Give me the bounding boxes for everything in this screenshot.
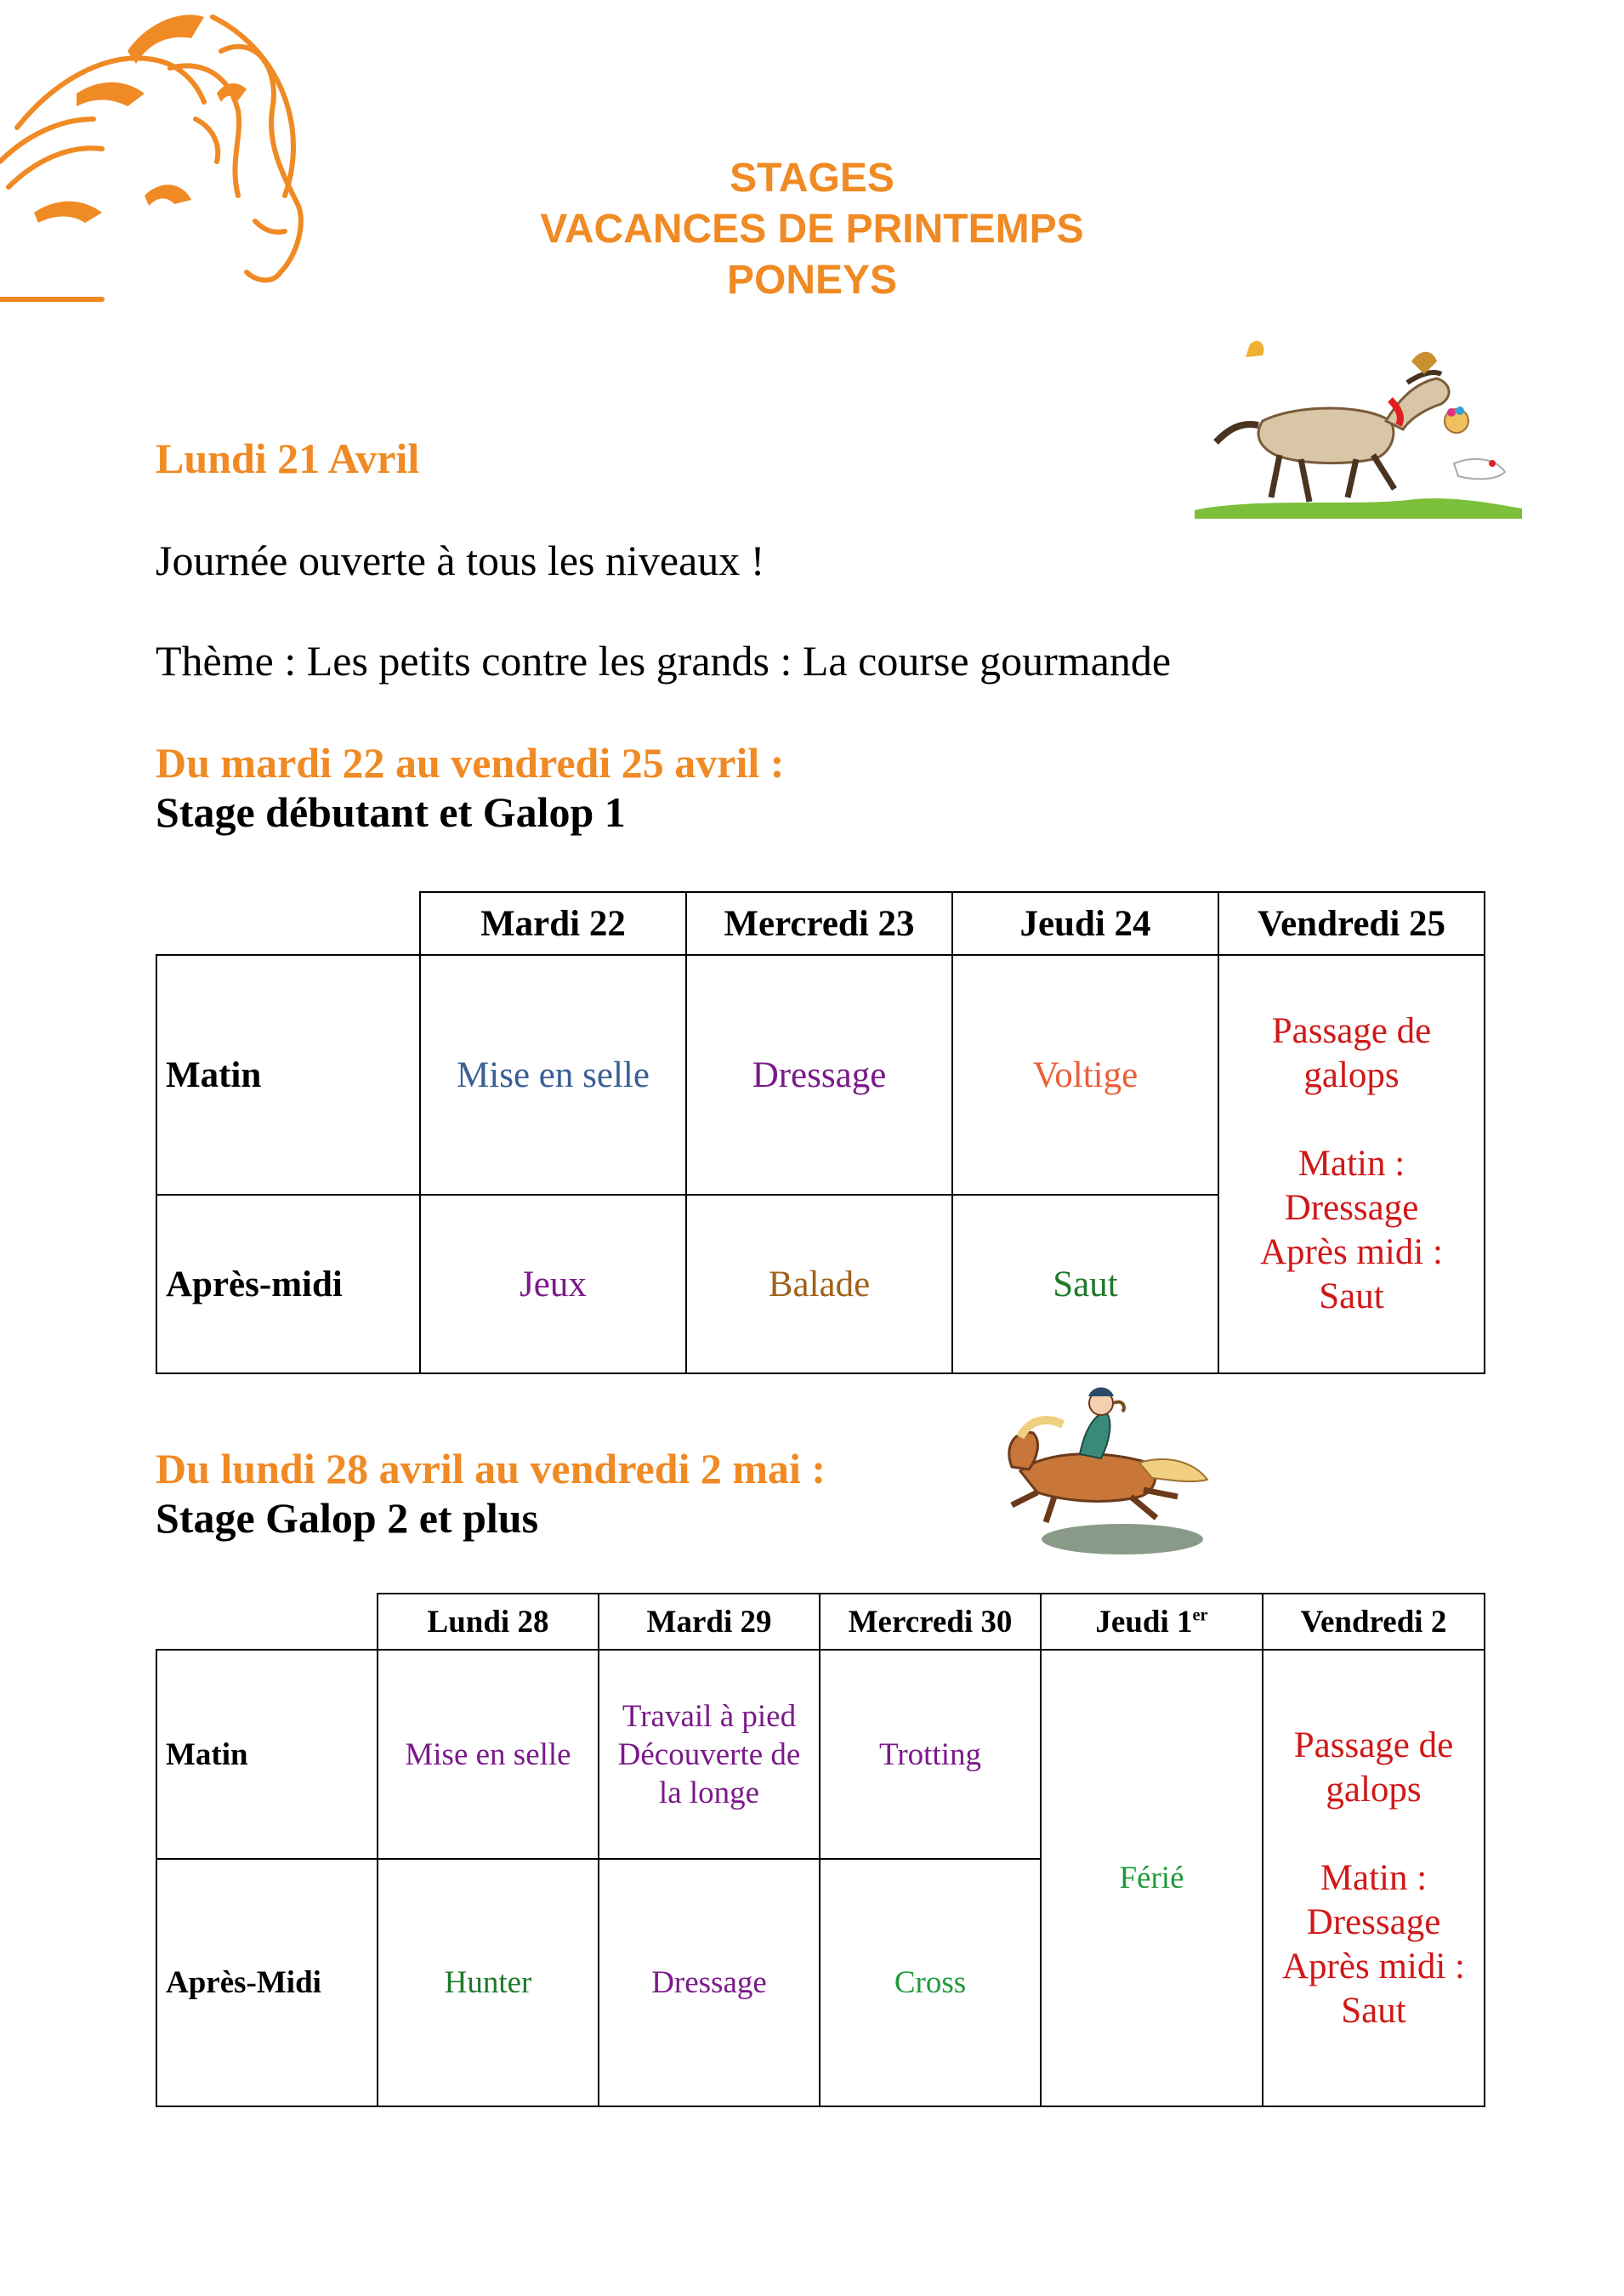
cell-line: Découverte de [617, 1736, 801, 1772]
column-header-text: Jeudi 1 [1095, 1604, 1193, 1640]
column-header: Lundi 28 [378, 1594, 599, 1650]
ferie-cell: Férié [1041, 1650, 1263, 2106]
schedule-table-week2 [156, 1593, 1485, 2107]
cell-line: Travail à pied [622, 1698, 797, 1734]
schedule-table-week1 [156, 891, 1485, 1374]
table-corner [156, 1594, 378, 1650]
table-cell-multiline [599, 1650, 820, 1859]
section1-line-1: Journée ouverte à tous les niveaux ! [156, 537, 765, 584]
column-header: Mardi 22 [420, 892, 686, 955]
merged-line [1220, 1098, 1483, 1142]
row-label: Après-Midi [156, 1859, 378, 2106]
merged-line: Matin : [1297, 1144, 1405, 1184]
table-cell: Balade [686, 1195, 952, 1373]
section2-heading: Du mardi 22 au vendredi 25 avril : [156, 739, 785, 787]
merged-line: Après midi : [1260, 1232, 1443, 1272]
merged-line [1264, 1812, 1483, 1856]
merged-line: Saut [1341, 1990, 1406, 2031]
merged-line: Passage de [1293, 1725, 1454, 1765]
section2-subheading: Stage débutant et Galop 1 [156, 788, 626, 836]
column-header: Vendredi 25 [1218, 892, 1485, 955]
column-header: Jeudi 24 [952, 892, 1218, 955]
galops-merged-cell [1263, 1650, 1485, 2106]
section3-heading: Du lundi 28 avril au vendredi 2 mai : [156, 1445, 826, 1492]
merged-line: Dressage [1284, 1188, 1419, 1228]
cell-line: la longe [658, 1775, 760, 1810]
table-cell: Saut [952, 1195, 1218, 1373]
table-cell: Mise en selle [420, 955, 686, 1195]
title-line-1: STAGES [730, 156, 894, 201]
title-line-2: VACANCES DE PRINTEMPS [540, 207, 1084, 252]
table-corner [156, 892, 420, 955]
title-line-3: PONEYS [726, 258, 898, 303]
section1-line-2: Thème : Les petits contre les grands : La course gourmande [156, 637, 1172, 685]
table-row [156, 955, 1485, 1195]
table-cell: Jeux [420, 1195, 686, 1373]
column-header: Vendredi 2 [1263, 1594, 1485, 1650]
table-cell: Dressage [686, 955, 952, 1195]
section3-subheading: Stage Galop 2 et plus [156, 1494, 539, 1542]
table-cell: Hunter [378, 1859, 599, 2106]
column-header: Mercredi 30 [820, 1594, 1041, 1650]
pony-rider-illustration [986, 1378, 1224, 1560]
document-title [0, 153, 1624, 306]
merged-line: Après midi : [1282, 1946, 1465, 1986]
row-label: Matin [156, 1650, 378, 1859]
column-header: Mardi 29 [599, 1594, 820, 1650]
column-header: Mercredi 23 [686, 892, 952, 955]
section1-heading: Lundi 21 Avril [156, 435, 420, 482]
galops-merged-cell [1218, 955, 1485, 1373]
superscript: er [1192, 1605, 1208, 1625]
column-header-jeudi [1041, 1594, 1263, 1650]
merged-line: Matin : [1320, 1857, 1428, 1898]
easter-pony-illustration [1186, 315, 1526, 531]
merged-line: galops [1326, 1769, 1422, 1810]
table-cell: Trotting [820, 1650, 1041, 1859]
merged-line: Passage de [1271, 1011, 1432, 1051]
row-label: Après-midi [156, 1195, 420, 1373]
table-cell: Cross [820, 1859, 1041, 2106]
table-cell: Mise en selle [378, 1650, 599, 1859]
merged-line: galops [1303, 1055, 1400, 1095]
merged-line: Dressage [1306, 1901, 1441, 1942]
merged-line: Saut [1319, 1276, 1384, 1316]
table-cell: Voltige [952, 955, 1218, 1195]
table-row [156, 1650, 1485, 1859]
table-cell: Dressage [599, 1859, 820, 2106]
row-label: Matin [156, 955, 420, 1195]
